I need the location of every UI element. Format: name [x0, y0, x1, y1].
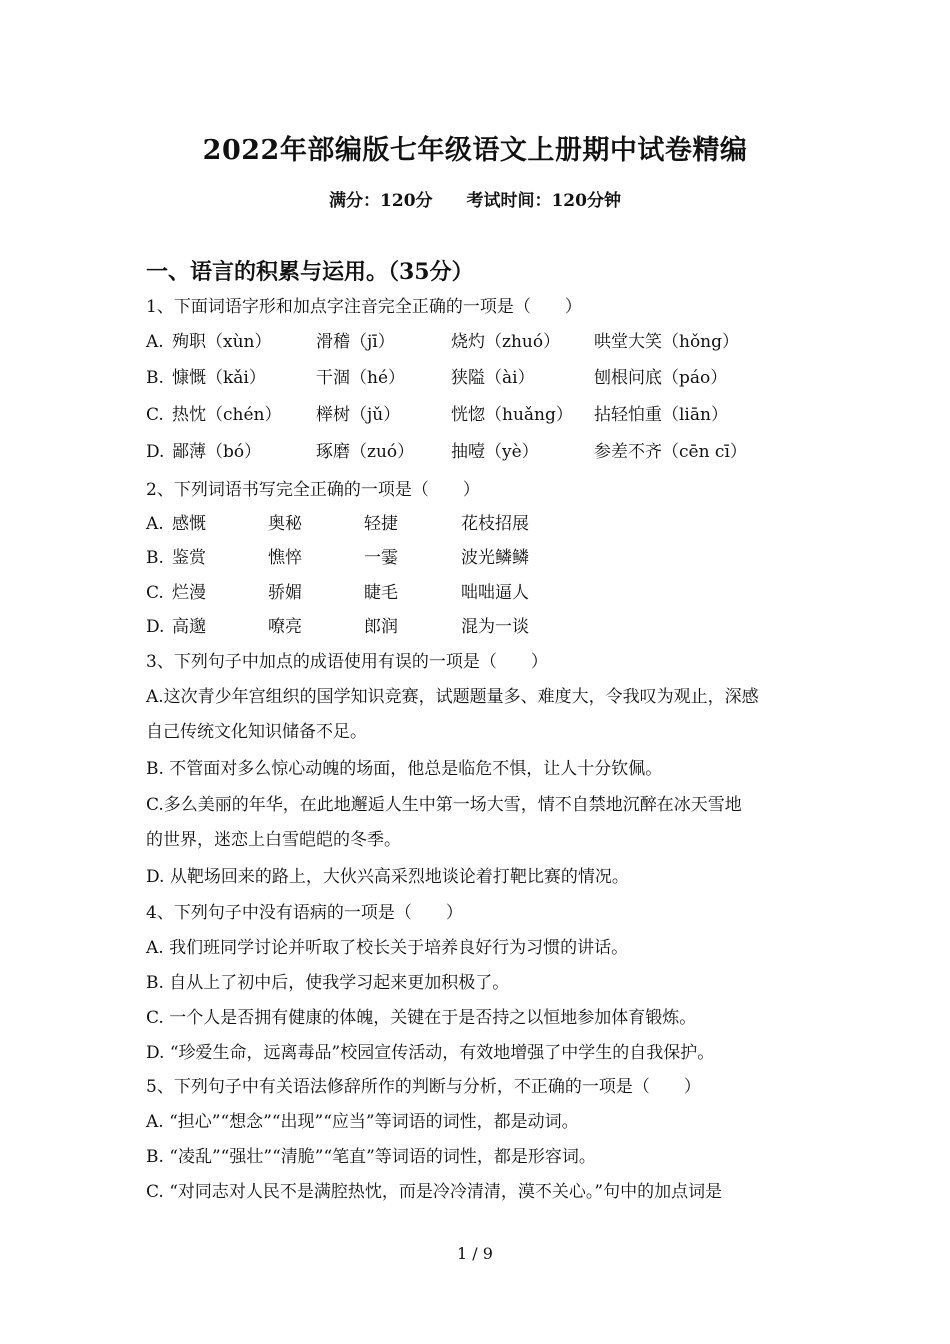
question-1-stem: 1、下面词语字形和加点字注音完全正确的一项是（ ） [146, 297, 582, 317]
question-3-option-d: D. 从靶场回来的路上，大伙兴高采烈地谈论着打靶比赛的情况。 [146, 867, 629, 887]
question-4-option-d: D. “珍爱生命，远离毒品”校园宣传活动，有效地增强了中学生的自我保护。 [146, 1043, 715, 1063]
q2-option-row-2-cell-1: B. [146, 548, 164, 568]
q2-option-row-3-cell-4: 睫毛 [364, 583, 398, 603]
question-5-option-b: B. “凌乱”“强壮”“清脆”“笔直”等词语的词性，都是形容词。 [146, 1147, 596, 1167]
q1-option-row-1-cell-1: A. [146, 332, 164, 352]
q2-option-row-4-cell-4: 郎润 [364, 617, 398, 637]
q1-option-row-1-cell-3: 滑稽（jī） [316, 332, 395, 352]
question-4-option-c: C. 一个人是否拥有健康的体魄，关键在于是否持之以恒地参加体育锻炼。 [146, 1008, 697, 1028]
q1-option-row-3-cell-3: 榉树（jǔ） [316, 405, 401, 425]
q2-option-row-3-cell-3: 骄媚 [268, 583, 302, 603]
q1-option-row-2-cell-1: B. [146, 368, 164, 388]
question-3-option-c: C.多么美丽的年华，在此地邂逅人生中第一场大雪，情不自禁地沉醉在冰天雪地 [146, 795, 742, 815]
q2-option-row-1-cell-1: A. [146, 514, 164, 534]
q2-option-row-3-cell-5: 咄咄逼人 [461, 583, 529, 603]
q1-option-row-3-cell-1: C. [146, 405, 164, 425]
q2-option-row-3-cell-2: 烂漫 [172, 583, 206, 603]
q1-option-row-3-cell-2: 热忱（chén） [172, 405, 282, 425]
question-3-option-a-cont: 自己传统文化知识储备不足。 [146, 722, 367, 742]
q2-option-row-1-cell-5: 花枝招展 [461, 514, 529, 534]
q1-option-row-1-cell-4: 烧灼（zhuó） [451, 332, 561, 352]
section-heading: 一、语言的积累与运用。（35分） [146, 259, 474, 285]
page-title: 2022年部编版七年级语文上册期中试卷精编 [202, 135, 748, 166]
q1-option-row-4-cell-4: 抽噎（yè） [451, 442, 539, 462]
q1-option-row-1-cell-5: 哄堂大笑（hǒng） [594, 332, 740, 352]
question-5-option-c: C. “对同志对人民不是满腔热忱，而是冷冷清清，漠不关心。”句中的加点词是 [146, 1182, 723, 1202]
q2-option-row-1-cell-2: 感慨 [172, 514, 206, 534]
q2-option-row-4-cell-1: D. [146, 617, 165, 637]
q2-option-row-2-cell-2: 鉴赏 [172, 548, 206, 568]
q2-option-row-1-cell-4: 轻捷 [364, 514, 398, 534]
question-3-option-c-cont: 的世界，迷恋上白雪皑皑的冬季。 [146, 830, 401, 850]
question-4-option-a: A. 我们班同学讨论并听取了校长关于培养良好行为习惯的讲话。 [146, 938, 629, 958]
q2-option-row-4-cell-2: 高邈 [172, 617, 206, 637]
full-score: 满分：120分 [329, 191, 433, 211]
question-2-stem: 2、下列词语书写完全正确的一项是（ ） [146, 480, 480, 500]
question-4-stem: 4、下列句子中没有语病的一项是（ ） [146, 903, 463, 923]
question-3-stem: 3、下列句子中加点的成语使用有误的一项是（ ） [146, 652, 548, 672]
q1-option-row-4-cell-2: 鄙薄（bó） [172, 442, 262, 462]
question-3-option-b: B. 不管面对多么惊心动魄的场面，他总是临危不惧，让人十分钦佩。 [146, 759, 663, 779]
q2-option-row-1-cell-3: 奥秘 [268, 514, 302, 534]
q1-option-row-1-cell-2: 殉职（xùn） [172, 332, 272, 352]
q1-option-row-3-cell-4: 恍惚（huǎng） [451, 405, 573, 425]
question-5-option-a: A. “担心”“想念”“出现”“应当”等词语的词性，都是动词。 [146, 1112, 579, 1132]
q2-option-row-4-cell-3: 嘹亮 [268, 617, 302, 637]
q2-option-row-3-cell-1: C. [146, 583, 164, 603]
q1-option-row-2-cell-2: 慷慨（kǎi） [172, 368, 266, 388]
q1-option-row-2-cell-5: 刨根问底（páo） [594, 368, 728, 388]
question-4-option-b: B. 自从上了初中后，使我学习起来更加积极了。 [146, 973, 510, 993]
q1-option-row-4-cell-3: 琢磨（zuó） [316, 442, 415, 462]
question-5-stem: 5、下列句子中有关语法修辞所作的判断与分析，不正确的一项是（ ） [146, 1077, 701, 1097]
question-3-option-a: A.这次青少年宫组织的国学知识竞赛，试题题量多、难度大，令我叹为观止，深感 [146, 687, 759, 707]
q1-option-row-4-cell-5: 参差不齐（cēn cī） [594, 442, 747, 462]
q2-option-row-2-cell-3: 憔悴 [268, 548, 302, 568]
exam-meta [0, 186, 950, 211]
q2-option-row-2-cell-5: 波光鳞鳞 [461, 548, 529, 568]
q1-option-row-2-cell-4: 狭隘（ài） [451, 368, 535, 388]
q1-option-row-2-cell-3: 干涸（hé） [316, 368, 406, 388]
page-number: 1 / 9 [457, 1244, 493, 1263]
q1-option-row-3-cell-5: 拈轻怕重（liān） [594, 405, 728, 425]
q2-option-row-2-cell-4: 一霎 [364, 548, 398, 568]
q2-option-row-4-cell-5: 混为一谈 [461, 617, 529, 637]
q1-option-row-4-cell-1: D. [146, 442, 165, 462]
exam-time: 考试时间：120分钟 [466, 191, 621, 211]
